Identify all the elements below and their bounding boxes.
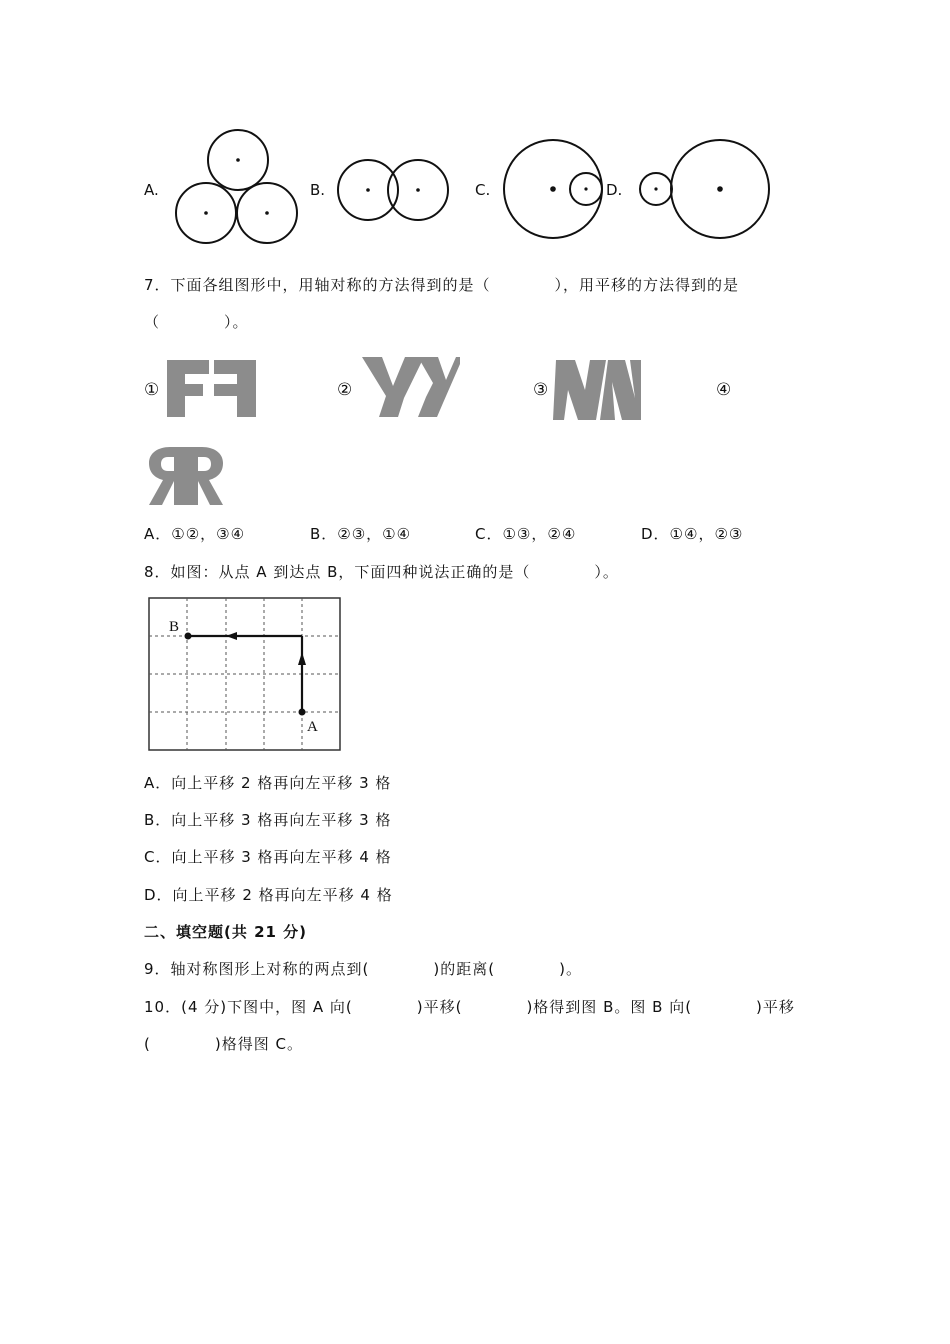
q7-figure-3-nn: [553, 360, 641, 420]
q7-figure-2-yy: [362, 357, 460, 417]
q7-choice-a: A．①②，③④: [144, 525, 246, 543]
q7-letter-figures: [0, 340, 950, 515]
q7-stem-line2: （ ）。: [144, 313, 249, 331]
q7-choice-c: C．①③，②④: [475, 525, 577, 543]
q7-figure-1-label: ①: [144, 380, 161, 400]
q6-circle-figures: [0, 0, 950, 260]
q6-option-c-label: C.: [475, 181, 491, 199]
q8-choice-c: C．向上平移 3 格再向左平移 4 格: [144, 848, 392, 866]
q8-grid-figure: [140, 590, 355, 760]
q7-figure-4-label: ④: [716, 380, 733, 400]
q8-choice-d: D．向上平移 2 格再向左平移 4 格: [144, 886, 393, 904]
q9-stem: 9．轴对称图形上对称的两点到( )的距离( )。: [144, 960, 582, 978]
q7-figure-1-ff: [167, 360, 256, 417]
q6-option-d-label: D.: [606, 181, 623, 199]
section-2-heading: 二、填空题(共 21 分): [144, 923, 308, 941]
q10-stem-line2: ( )格得图 C。: [144, 1035, 303, 1053]
q8-point-b: [185, 633, 192, 640]
q8-label-b: B: [169, 619, 180, 635]
q7-figure-4-rr: [149, 447, 223, 505]
q8-choice-a: A．向上平移 2 格再向左平移 3 格: [144, 774, 392, 792]
q8-choice-b: B．向上平移 3 格再向左平移 3 格: [144, 811, 392, 829]
q6-option-a-label: A.: [144, 181, 159, 199]
q8-arrow-up: [298, 652, 306, 665]
q8-point-a: [299, 709, 306, 716]
q7-stem-line1: 7．下面各组图形中，用轴对称的方法得到的是（ ），用平移的方法得到的是: [144, 276, 740, 294]
q6-option-b-label: B.: [310, 181, 326, 199]
q8-label-a: A: [307, 719, 318, 735]
q7-figure-3-label: ③: [533, 380, 550, 400]
q8-stem: 8．如图：从点 A 到达点 B，下面四种说法正确的是（ ）。: [144, 563, 619, 581]
q7-choice-d: D．①④，②③: [641, 525, 744, 543]
q8-arrow-left: [226, 632, 237, 640]
q10-stem-line1: 10．(4 分)下图中，图 A 向( )平移( )格得到图 B。图 B 向( )平移: [144, 998, 795, 1016]
q7-choice-b: B．②③，①④: [310, 525, 412, 543]
q7-figure-2-label: ②: [337, 380, 354, 400]
